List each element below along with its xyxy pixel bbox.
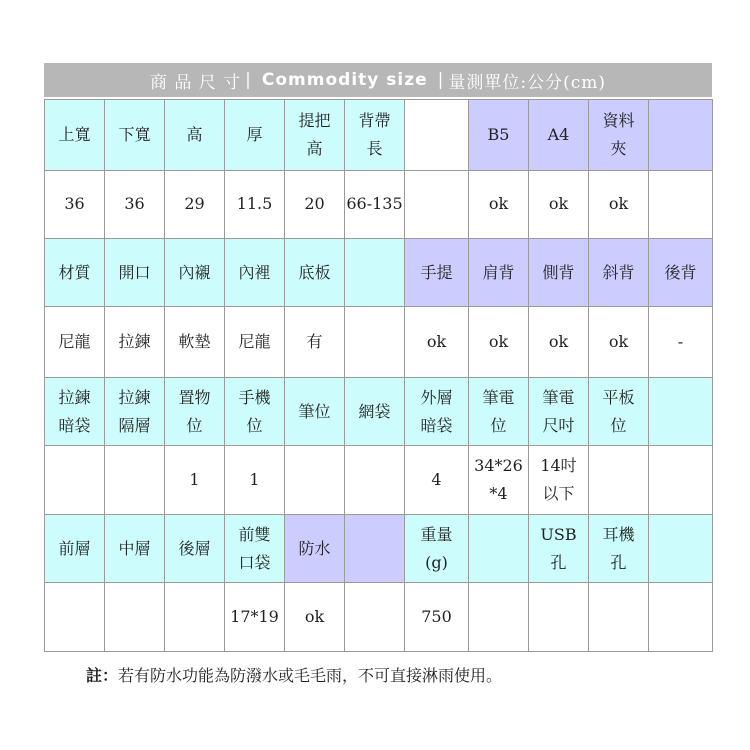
table-value-cell: [649, 446, 713, 514]
table-label-cell: 拉鍊 暗袋: [45, 377, 105, 445]
table-value-cell: [285, 446, 345, 514]
table-label-cell: 重量 (g): [405, 514, 469, 582]
header-title-en: Commodity size: [261, 70, 428, 90]
header-separator: |: [437, 70, 445, 90]
table-label-cell: 提把 高: [285, 100, 345, 171]
table-label-cell: 開口: [105, 238, 165, 306]
table-value-cell: [405, 170, 469, 238]
table-label-cell: 背帶 長: [345, 100, 405, 171]
table-value-cell: ok: [589, 307, 649, 378]
table-value-cell: [345, 307, 405, 378]
table-value-cell: [165, 583, 225, 652]
table-label-cell: USB 孔: [529, 514, 589, 582]
table-label-cell: 耳機 孔: [589, 514, 649, 582]
table-label-cell: 拉鍊 隔層: [105, 377, 165, 445]
table-value-cell: 34*26 *4: [469, 446, 529, 514]
table-label-cell: 置物 位: [165, 377, 225, 445]
header-unit: 量測單位:公分(cm): [448, 72, 607, 93]
footnote-text: 若有防水功能為防潑水或毛毛雨，不可直接淋雨使用。: [118, 666, 503, 685]
table-value-cell: [45, 583, 105, 652]
table-value-cell: 1: [165, 446, 225, 514]
table-value-cell: 29: [165, 170, 225, 238]
table-value-cell: ok: [285, 583, 345, 652]
table-value-cell: [649, 583, 713, 652]
table-label-cell: 資料 夾: [589, 100, 649, 171]
table-label-cell: 中層: [105, 514, 165, 582]
table-value-row: [45, 583, 713, 652]
table-value-cell: [589, 583, 649, 652]
table-value-row: [45, 170, 713, 238]
table-value-cell: 拉鍊: [105, 307, 165, 378]
table-value-cell: 750: [405, 583, 469, 652]
table-label-cell: 高: [165, 100, 225, 171]
table-value-cell: [469, 583, 529, 652]
table-value-cell: 14吋 以下: [529, 446, 589, 514]
table-label-cell: [649, 514, 713, 582]
table-value-cell: [105, 446, 165, 514]
table-label-cell: [345, 238, 405, 306]
table-value-cell: ok: [405, 307, 469, 378]
table-value-cell: [105, 583, 165, 652]
table-label-cell: B5: [469, 100, 529, 171]
table-value-cell: 36: [45, 170, 105, 238]
table-value-cell: 20: [285, 170, 345, 238]
table-value-cell: [345, 446, 405, 514]
table-label-cell: 側背: [529, 238, 589, 306]
table-value-cell: 尼龍: [45, 307, 105, 378]
table-label-cell: [649, 100, 713, 171]
table-value-cell: 1: [225, 446, 285, 514]
table-label-cell: 材質: [45, 238, 105, 306]
table-label-cell: 厚: [225, 100, 285, 171]
table-label-cell: 筆電 位: [469, 377, 529, 445]
table-value-cell: 4: [405, 446, 469, 514]
table-label-cell: 手機 位: [225, 377, 285, 445]
table-value-cell: 66-135: [345, 170, 405, 238]
table-label-cell: 前層: [45, 514, 105, 582]
table-value-cell: ok: [529, 307, 589, 378]
table-value-cell: 11.5: [225, 170, 285, 238]
table-label-cell: 平板 位: [589, 377, 649, 445]
table-value-cell: [649, 170, 713, 238]
table-header-row: [45, 238, 713, 306]
table-value-cell: [529, 583, 589, 652]
table-label-cell: 後背: [649, 238, 713, 306]
header-title-zh: 商 品 尺 寸: [149, 72, 242, 93]
table-label-cell: 斜背: [589, 238, 649, 306]
footnote: [86, 663, 502, 686]
table-value-cell: -: [649, 307, 713, 378]
table-header-row: [45, 100, 713, 171]
table-label-cell: 防水: [285, 514, 345, 582]
table-value-cell: [345, 583, 405, 652]
table-value-cell: [45, 446, 105, 514]
table-label-cell: 筆位: [285, 377, 345, 445]
table-label-cell: [345, 514, 405, 582]
table-value-cell: 36: [105, 170, 165, 238]
table-label-cell: 內襯: [165, 238, 225, 306]
table-value-cell: ok: [469, 170, 529, 238]
table-value-cell: [589, 446, 649, 514]
table-header-row: [45, 514, 713, 582]
header-separator: |: [245, 70, 252, 90]
table-label-cell: [469, 514, 529, 582]
table-value-cell: ok: [529, 170, 589, 238]
table-label-cell: 底板: [285, 238, 345, 306]
table-value-cell: 尼龍: [225, 307, 285, 378]
table-label-cell: 手提: [405, 238, 469, 306]
table-value-row: [45, 446, 713, 514]
table-value-row: [45, 307, 713, 378]
table-label-cell: [405, 100, 469, 171]
table-label-cell: 後層: [165, 514, 225, 582]
commodity-size-table: [44, 99, 713, 652]
footnote-prefix: 註：: [86, 666, 119, 685]
table-header-row: [45, 377, 713, 445]
table-value-cell: ok: [589, 170, 649, 238]
table-value-cell: 有: [285, 307, 345, 378]
table-label-cell: [649, 377, 713, 445]
table-label-cell: 肩背: [469, 238, 529, 306]
table-label-cell: 外層 暗袋: [405, 377, 469, 445]
size-table-header: [44, 63, 712, 97]
table-value-cell: 17*19: [225, 583, 285, 652]
table-label-cell: 網袋: [345, 377, 405, 445]
table-label-cell: 筆電 尺吋: [529, 377, 589, 445]
table-label-cell: 內裡: [225, 238, 285, 306]
table-label-cell: 上寬: [45, 100, 105, 171]
table-value-cell: ok: [469, 307, 529, 378]
table-label-cell: A4: [529, 100, 589, 171]
table-label-cell: 下寬: [105, 100, 165, 171]
table-value-cell: 軟墊: [165, 307, 225, 378]
table-label-cell: 前雙 口袋: [225, 514, 285, 582]
